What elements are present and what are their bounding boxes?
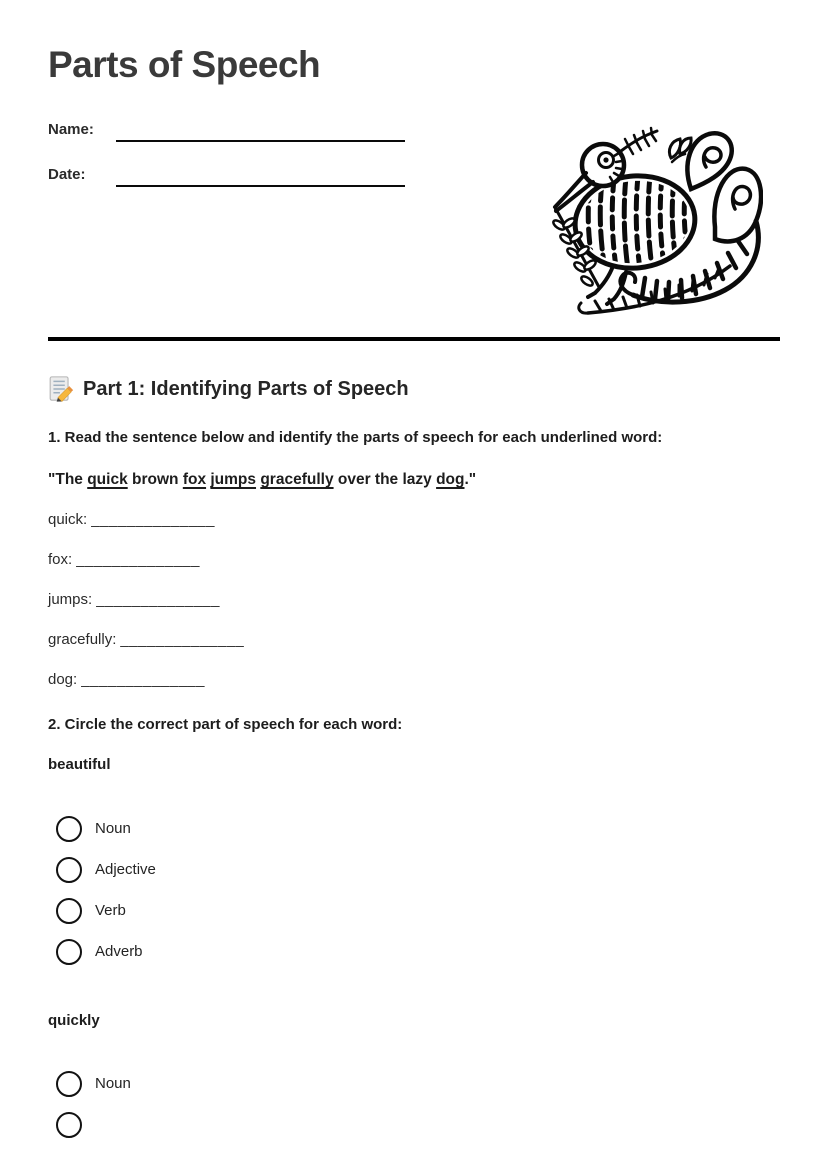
radio-option-verb[interactable]	[56, 897, 780, 924]
sentence-text: over the lazy	[333, 471, 437, 488]
radio-option-label: Verb	[95, 902, 126, 919]
part1-heading	[48, 375, 780, 403]
blank-row-quick	[48, 509, 780, 530]
date-blank-line	[116, 162, 405, 187]
radio-group-quickly	[48, 1070, 780, 1138]
blank-label: dog:	[48, 671, 78, 688]
radio-button[interactable]	[56, 816, 82, 842]
radio-option-label: Noun	[95, 1075, 131, 1092]
radio-button[interactable]	[56, 1071, 82, 1097]
answer-blank-line: ______________	[76, 551, 200, 568]
kiwi-bird-illustration	[543, 126, 763, 318]
date-label: Date:	[48, 166, 86, 183]
part1-heading-text: Part 1: Identifying Parts of Speech	[83, 378, 409, 400]
word-quickly: quickly	[48, 1012, 100, 1029]
blank-label: jumps:	[48, 591, 93, 608]
radio-button[interactable]	[56, 857, 82, 883]
blank-label: quick:	[48, 511, 88, 528]
underlined-word-gracefully: gracefully	[260, 471, 334, 488]
answer-blank-line: ______________	[91, 511, 215, 528]
radio-button[interactable]	[56, 898, 82, 924]
radio-button[interactable]	[56, 1112, 82, 1138]
blank-row-fox	[48, 549, 780, 570]
radio-option-label: Noun	[95, 820, 131, 837]
blank-row-dog	[48, 669, 780, 690]
word-beautiful: beautiful	[48, 756, 111, 773]
name-blank-line	[116, 117, 405, 142]
question2-prompt: 2. Circle the correct part of speech for each word:	[48, 716, 403, 733]
sentence-text: "The	[48, 471, 88, 488]
radio-group-beautiful	[48, 815, 780, 965]
radio-option-label: Adjective	[95, 861, 156, 878]
radio-option-partially-visible[interactable]	[56, 1111, 780, 1138]
radio-option-label: Adverb	[95, 943, 143, 960]
worksheet-page	[0, 42, 828, 1160]
radio-option-noun[interactable]	[56, 1070, 780, 1097]
page-title: Parts of Speech	[48, 44, 321, 85]
underlined-word-fox: fox	[182, 471, 207, 488]
radio-option-adjective[interactable]	[56, 856, 780, 883]
underlined-word-quick: quick	[87, 471, 128, 488]
blank-row-jumps	[48, 589, 780, 610]
answer-blank-line: ______________	[96, 591, 220, 608]
question1-prompt: 1. Read the sentence below and identify the parts of speech for each underlined word:	[48, 429, 663, 446]
answer-blank-line: ______________	[120, 631, 245, 648]
sentence-text: ."	[464, 471, 477, 488]
radio-option-adverb[interactable]	[56, 938, 780, 965]
exercise-sentence	[48, 469, 780, 490]
underlined-word-jumps: jumps	[210, 471, 257, 488]
blank-row-gracefully	[48, 629, 780, 650]
name-label: Name:	[48, 121, 94, 138]
memo-pencil-icon	[48, 376, 74, 402]
underlined-word-dog: dog	[436, 471, 465, 488]
blank-label: fox:	[48, 551, 73, 568]
radio-option-noun[interactable]	[56, 815, 780, 842]
blank-label: gracefully:	[48, 631, 117, 648]
sentence-text: brown	[127, 471, 183, 488]
answer-blank-line: ______________	[81, 671, 205, 688]
radio-button[interactable]	[56, 939, 82, 965]
section-divider	[48, 337, 780, 341]
